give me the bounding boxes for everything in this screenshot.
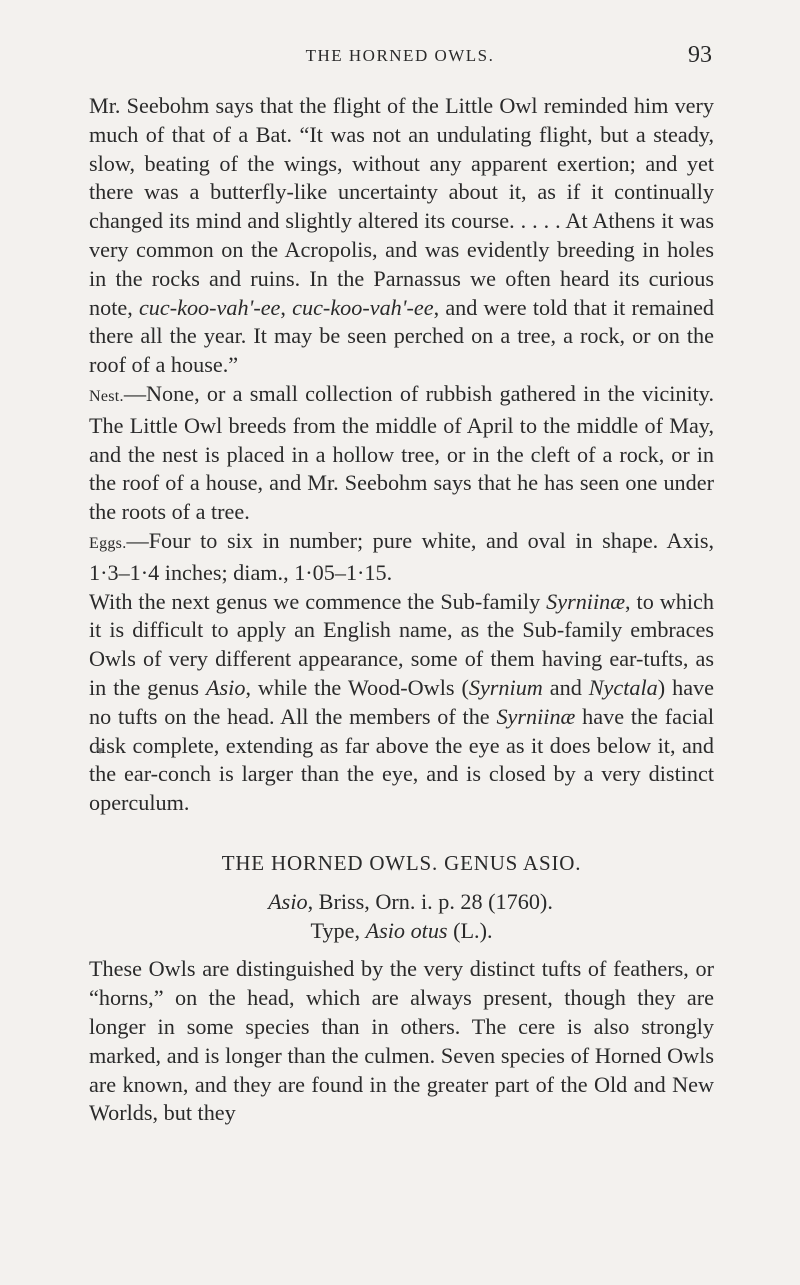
- text-run: , while the Wood-Owls (: [245, 674, 469, 700]
- paragraph-text: These Owls are distinguished by the very distinct tufts of feathers, or “horns,” on the head, which are always present, though they are longer in some species than in others. The cere is also strongly marked, and is longer than the culmen. Seven species of Horned Owls are known, and they are found in the greater part of the Old and New Worlds, but they: [89, 956, 714, 1126]
- genus-citation: [89, 888, 714, 917]
- paragraph-text: , and were told that it remained there all the year. It may be seen perched on a tree, a rock, or on the roof of a house.”: [89, 294, 715, 378]
- paragraph-seebohm-flight: [89, 92, 714, 380]
- taxon-italic: Nyctala: [588, 674, 658, 700]
- section-heading: THE HORNED OWLS. GENUS ASIO.: [221, 850, 582, 875]
- print-mark: [96, 748, 104, 754]
- eggs-text: —Four to six in number; pure white, and oval in shape. Axis, 1·3–1·4 inches; diam., 1·05–1·15.: [89, 527, 714, 585]
- species-italic: Asio otus: [365, 917, 448, 943]
- nest-label: Nest.: [89, 387, 124, 405]
- taxon-italic: Asio: [205, 674, 246, 700]
- text-run: With the next genus we commence the Sub-family: [89, 588, 547, 614]
- type-prefix: Type,: [310, 917, 366, 943]
- taxon-italic: Syrniinæ: [546, 588, 626, 614]
- owl-call-italic: cuc-koo-vah'-ee: [138, 294, 281, 320]
- owl-call-italic: cuc-koo-vah'-ee: [292, 294, 434, 320]
- paragraph-syrniinae: [89, 588, 714, 818]
- text-run: have the facial disk complete, extending as far above the eye as it does below it, and the ear-conch is larger than the eye, and is closed by a very distinct operculum.: [89, 703, 714, 816]
- text-run: and: [542, 674, 589, 700]
- citation-text: , Briss, Orn. i. p. 28 (1760).: [307, 888, 553, 914]
- type-rest: (L.).: [447, 917, 493, 943]
- page-number: 93: [688, 42, 712, 68]
- paragraph-eggs: [89, 527, 714, 588]
- body-text: [89, 92, 714, 1128]
- taxon-italic: Syrnium: [468, 674, 543, 700]
- taxon-italic: Syrniinæ: [496, 703, 576, 729]
- running-title: THE HORNED OWLS.: [305, 46, 495, 65]
- text-run: ) have no tufts on the head. All the members of the: [89, 674, 714, 729]
- genus-italic: Asio: [268, 888, 308, 914]
- text-run: , to which it is difficult to apply an English name, as the Sub-family embraces Owls of very different appearance, some of them having ear-tufts, as in the genus: [89, 588, 714, 700]
- type-species: [89, 917, 714, 946]
- separator: ,: [280, 294, 293, 320]
- paragraph-horned-owls: [89, 955, 714, 1128]
- running-head: [0, 42, 800, 72]
- paragraph-nest: [89, 380, 714, 527]
- eggs-label: Eggs.: [89, 534, 127, 552]
- paragraph-text: Mr. Seebohm says that the flight of the Little Owl reminded him very much of that of a Bat. “It was not an undulating flight, but a steady, slow, beating of the wings, without any apparent exertion; and yet there was a butterfly-like uncertainty about it, as if it continually changed its mind and slightly altered its course. . . . . At Athens it was very common on the Acropolis, and was evidently breeding in holes in the rocks and ruins. In the Parnassus we often heard its curious note,: [89, 93, 714, 320]
- nest-text: —None, or a small collection of rubbish gathered in the vicinity. The Little Owl breeds from the middle of April to the middle of May, and the nest is placed in a hollow tree, or in the cleft of a rock, or in the roof of a house, and Mr. Seebohm says that he has seen one under the roots of a tree.: [89, 380, 714, 525]
